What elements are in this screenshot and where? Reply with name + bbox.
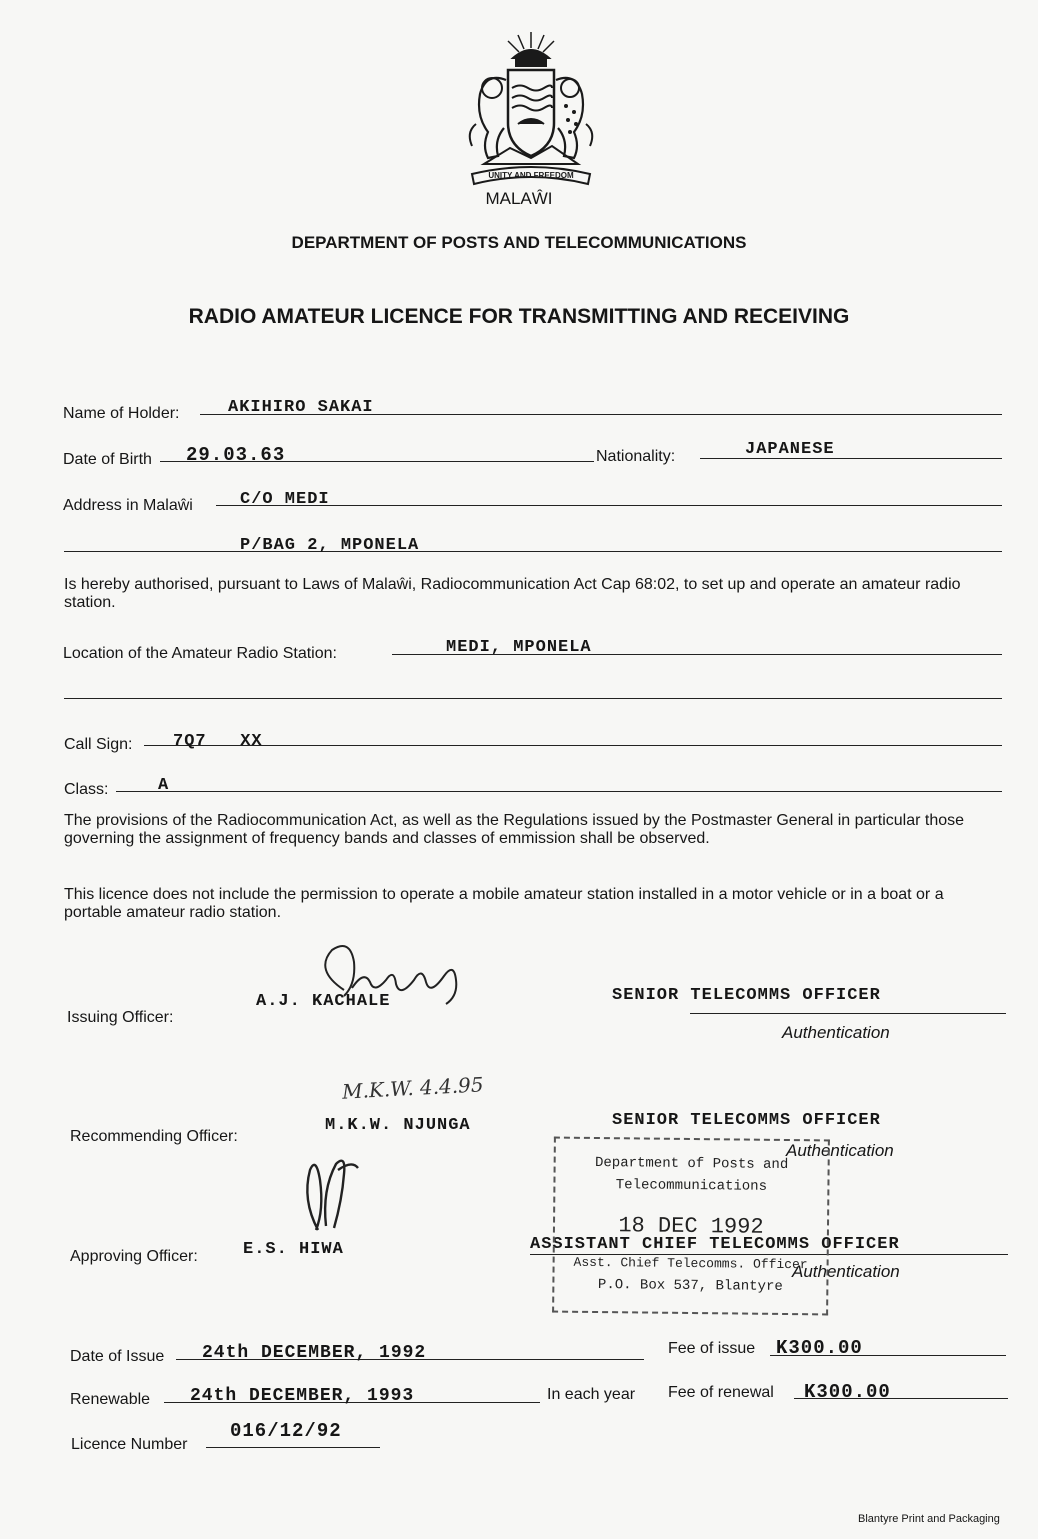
licence-number: 016/12/92: [230, 1420, 342, 1442]
licence-number-label: Licence Number: [71, 1436, 188, 1453]
name-label: Name of Holder:: [63, 405, 180, 422]
renewable-label: Renewable: [70, 1391, 151, 1408]
issuing-officer-title: SENIOR TELECOMMS OFFICER: [612, 986, 881, 1005]
recommending-authentication: Authentication: [786, 1141, 894, 1160]
class-line: [116, 791, 1002, 792]
fee-renewal-label: Fee of renewal: [668, 1384, 774, 1401]
recommending-officer-name: M.K.W. NJUNGA: [325, 1116, 471, 1135]
issuing-authentication: Authentication: [782, 1023, 890, 1042]
stamp-date: 18 DEC 1992: [618, 1213, 764, 1240]
approving-signature: [296, 1150, 366, 1236]
issuing-officer-label: Issuing Officer:: [67, 1009, 174, 1026]
stamp-line4: P.O. Box 537, Blantyre: [597, 1277, 783, 1295]
stamp-line3: Asst. Chief Telecomms. Officer: [573, 1254, 808, 1273]
motto-text: UNITY AND FREEDOM: [488, 171, 574, 180]
station-location: MEDI, MPONELA: [446, 638, 592, 657]
address-line-1: [216, 505, 1002, 506]
printer-footer: Blantyre Print and Packaging: [858, 1513, 1000, 1525]
licence-class: A: [158, 776, 170, 795]
each-year-label: In each year: [547, 1386, 636, 1403]
address-label: Address in Malaŵi: [63, 497, 193, 514]
recommending-officer-label: Recommending Officer:: [70, 1128, 238, 1145]
licence-number-line: [206, 1447, 380, 1448]
address-line-2: [64, 551, 1002, 552]
callsign-label: Call Sign:: [64, 736, 133, 753]
callsign-line: [144, 745, 1002, 746]
recommending-handwritten-note: M.K.W. 4.4.95: [341, 1072, 485, 1104]
coat-of-arms-emblem: [458, 28, 604, 188]
renewable-date: 24th DECEMBER, 1993: [190, 1386, 415, 1406]
approving-officer-label: Approving Officer:: [70, 1248, 198, 1265]
stamp-line1: Department of Posts and: [594, 1154, 789, 1174]
address-line2: P/BAG 2, MPONELA: [240, 536, 420, 555]
stamp-line2: Telecommunications: [615, 1177, 768, 1195]
authorisation-text: Is hereby authorised, pursuant to Laws of Malaŵi, Radiocommunication Act Cap 68:02, to set up and operate an amateur radio station.: [64, 576, 961, 611]
issuing-title-line: [690, 1013, 1006, 1014]
approving-officer-name: E.S. HIWA: [243, 1240, 344, 1259]
location-line-2: [64, 698, 1002, 699]
address-line1: C/O MEDI: [240, 490, 330, 509]
location-label: Location of the Amateur Radio Station:: [63, 645, 337, 662]
country-name: MALAŴI: [485, 189, 553, 208]
class-label: Class:: [64, 781, 109, 798]
holder-name: AKIHIRO SAKAI: [228, 398, 374, 417]
department-date-stamp: [552, 1137, 830, 1316]
fee-of-renewal: K300.00: [804, 1381, 891, 1403]
nationality: JAPANESE: [745, 440, 835, 459]
approving-officer-title: ASSISTANT CHIEF TELECOMMS OFFICER: [530, 1235, 900, 1254]
approving-authentication: Authentication: [792, 1262, 900, 1281]
fee-of-issue: K300.00: [776, 1337, 863, 1359]
dob-label: Date of Birth: [63, 451, 152, 468]
provisions-text: The provisions of the Radiocommunication Act, as well as the Regulations issued by the Postmaster General in particular those governing the assignment of frequency bands and classes of emmission shall be observed.: [64, 812, 965, 847]
recommending-officer-title: SENIOR TELECOMMS OFFICER: [612, 1111, 881, 1130]
mobile-note-text: This licence does not include the permission to operate a mobile amateur station installed in a motor vehicle or in a boat or a portable amateur radio station.: [64, 886, 944, 921]
call-sign: 7Q7 XX: [173, 732, 263, 751]
date-of-birth: 29.03.63: [186, 444, 286, 466]
department-heading: DEPARTMENT OF POSTS AND TELECOMMUNICATIONS: [291, 233, 747, 252]
nationality-label: Nationality:: [596, 448, 676, 465]
fee-issue-label: Fee of issue: [668, 1340, 756, 1357]
issuing-officer-name: A.J. KACHALE: [256, 992, 391, 1011]
issue-date-label: Date of Issue: [70, 1348, 165, 1365]
licence-title: RADIO AMATEUR LICENCE FOR TRANSMITTING AND RECEIVING: [188, 305, 850, 328]
issue-date: 24th DECEMBER, 1992: [202, 1343, 427, 1363]
